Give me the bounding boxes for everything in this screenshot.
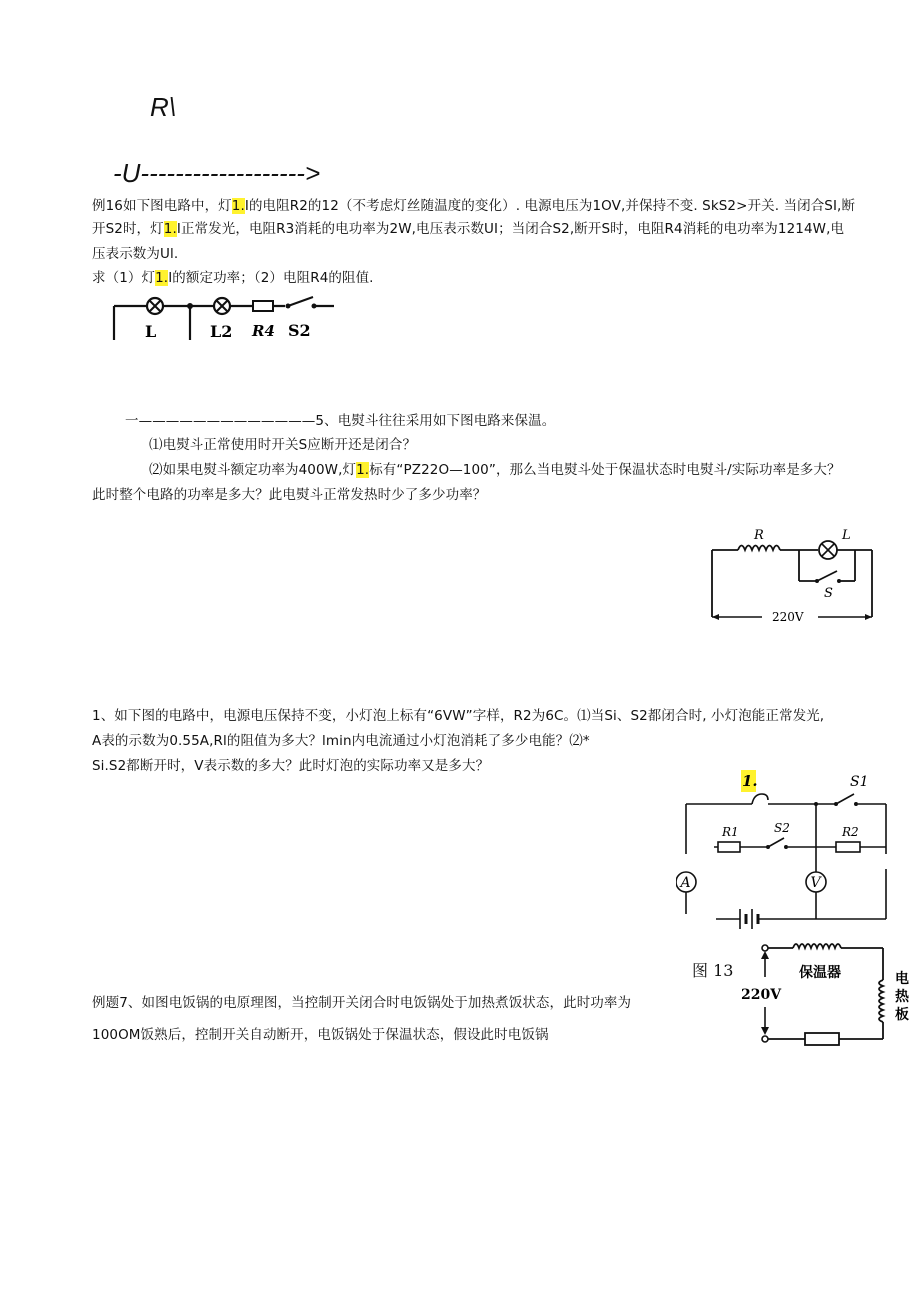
q1-line-1: 1、如下图的电路中，电源电压保持不变，小灯泡上标有“6VW”字样，R2为6C。⑴当Si、S2都闭合时, 小灯泡能正常发光, [92, 708, 825, 724]
resistor-r4-icon [253, 301, 273, 311]
label-r1: R1 [722, 825, 739, 839]
ex16-circuit-diagram [110, 292, 336, 342]
label-l: L [842, 528, 851, 543]
label-r4: R4 [252, 322, 275, 340]
ex16-text: 开S2时，灯 [92, 221, 164, 237]
q1-line-2: A表的示数为0.55A,Rl的阻值为多大？lmin内电流通过小灯泡消耗了多少电能？⑵* [92, 733, 590, 749]
ammeter-icon [676, 872, 696, 892]
label-220v: 220V [772, 610, 804, 624]
switch-s-icon [815, 571, 841, 583]
ex5-line-1: 一—————————————5、电熨斗往往采用如下图电路来保温。 [125, 413, 556, 429]
label-s1: S1 [850, 774, 869, 790]
lamp-l2-icon [214, 298, 230, 314]
figure-13-caption: 图 13 [692, 961, 734, 980]
label-v: V [810, 875, 821, 891]
label-l2: L2 [210, 322, 233, 341]
label-heat-3: 板 [895, 1007, 909, 1023]
label-heat-1: 电 [895, 971, 909, 987]
q1-line-3: Si.S2都断开时，V表示数的多大？此时灯泡的实际功率又是多大？ [92, 758, 490, 774]
label-r2: R2 [842, 825, 859, 839]
battery-icon [740, 909, 758, 929]
highlight-mark: 1. [356, 462, 370, 478]
lamp-icon [752, 794, 768, 804]
ex5-text: 标有“PZ22O—100”，那么当电熨斗处于保温状态时电熨斗/实际功率是多大？ [369, 462, 841, 478]
figure-13-circuit-diagram [676, 764, 896, 929]
switch-s2-icon [285, 297, 317, 310]
ex16-line-4 [92, 268, 374, 288]
ex16-line-1 [92, 196, 855, 216]
ex16-text: I的电阻R2的12（不考虑灯丝随温度的变化）. 电源电压为1OV,并保持不变. SkS2>开关. 当闭合SI,断 [244, 198, 856, 214]
keep-warm-coil-icon [793, 944, 841, 948]
resistor-r1-icon [718, 842, 740, 852]
switch-s2-icon [766, 838, 788, 849]
rice-cooker-circuit-diagram [735, 935, 915, 1050]
ex5-line-4: 此时整个电路的功率是多大？此电熨斗正常发热时少了多少功率？ [92, 487, 487, 503]
label-lamp: 1. [742, 772, 758, 790]
ex16-text: 例16如下图电路中，灯 [92, 198, 232, 214]
label-l1: L [145, 322, 157, 341]
voltmeter-icon [806, 872, 826, 892]
label-a: A [680, 875, 691, 891]
label-r: R [754, 528, 764, 543]
ex5-line-2: ⑴电熨斗正常使用时开关S应断开还是闭合？ [149, 437, 417, 453]
u-label: -U-------------------> [113, 158, 321, 188]
label-keep-warm: 保温器 [799, 965, 841, 981]
highlight-mark: 1. [155, 270, 169, 286]
ex5-line-3 [149, 460, 841, 480]
coil-r-icon [738, 546, 780, 551]
lamp-l1-icon [147, 298, 163, 314]
ex16-line-2 [92, 219, 844, 239]
label-heat-2: 热 [895, 989, 909, 1005]
label-220v: 220V [741, 987, 782, 1003]
ex16-text: I正常发光，电阻R3消耗的电功率为2W,电压表示数UI；当闭合S2,断开S时，电阻R4消耗的电功率为1214W,电 [176, 221, 845, 237]
switch-s1-icon [834, 794, 858, 806]
label-s2: S2 [774, 821, 790, 835]
ex7-line-1: 例题7、如图电饭锅的电原理图，当控制开关闭合时电饭锅处于加热煮饭状态，此时功率为 [92, 995, 632, 1011]
switch-resistor-icon [805, 1033, 839, 1045]
resistor-r2-icon [836, 842, 860, 852]
lamp-l-icon [819, 541, 837, 559]
ex16-text: I的额定功率；（2）电阻R4的阻值. [168, 270, 374, 286]
ex16-line-3: 压表示数为Ul. [92, 246, 179, 262]
ex16-text: 求（1）灯 [92, 270, 156, 286]
ex5-text: ⑵如果电熨斗额定功率为400W,灯 [149, 462, 357, 478]
ex7-line-2: 100OM饭熟后，控制开关自动断开，电饭锅处于保温状态，假设此时电饭锅 [92, 1027, 549, 1043]
r-label: R\ [150, 92, 176, 122]
highlight-mark: 1. [231, 198, 245, 214]
heating-plate-coil-icon [879, 980, 883, 1022]
label-s2: S2 [288, 321, 311, 340]
iron-circuit-diagram [700, 525, 890, 635]
label-s: S [824, 586, 833, 601]
highlight-mark: 1. [163, 221, 177, 237]
